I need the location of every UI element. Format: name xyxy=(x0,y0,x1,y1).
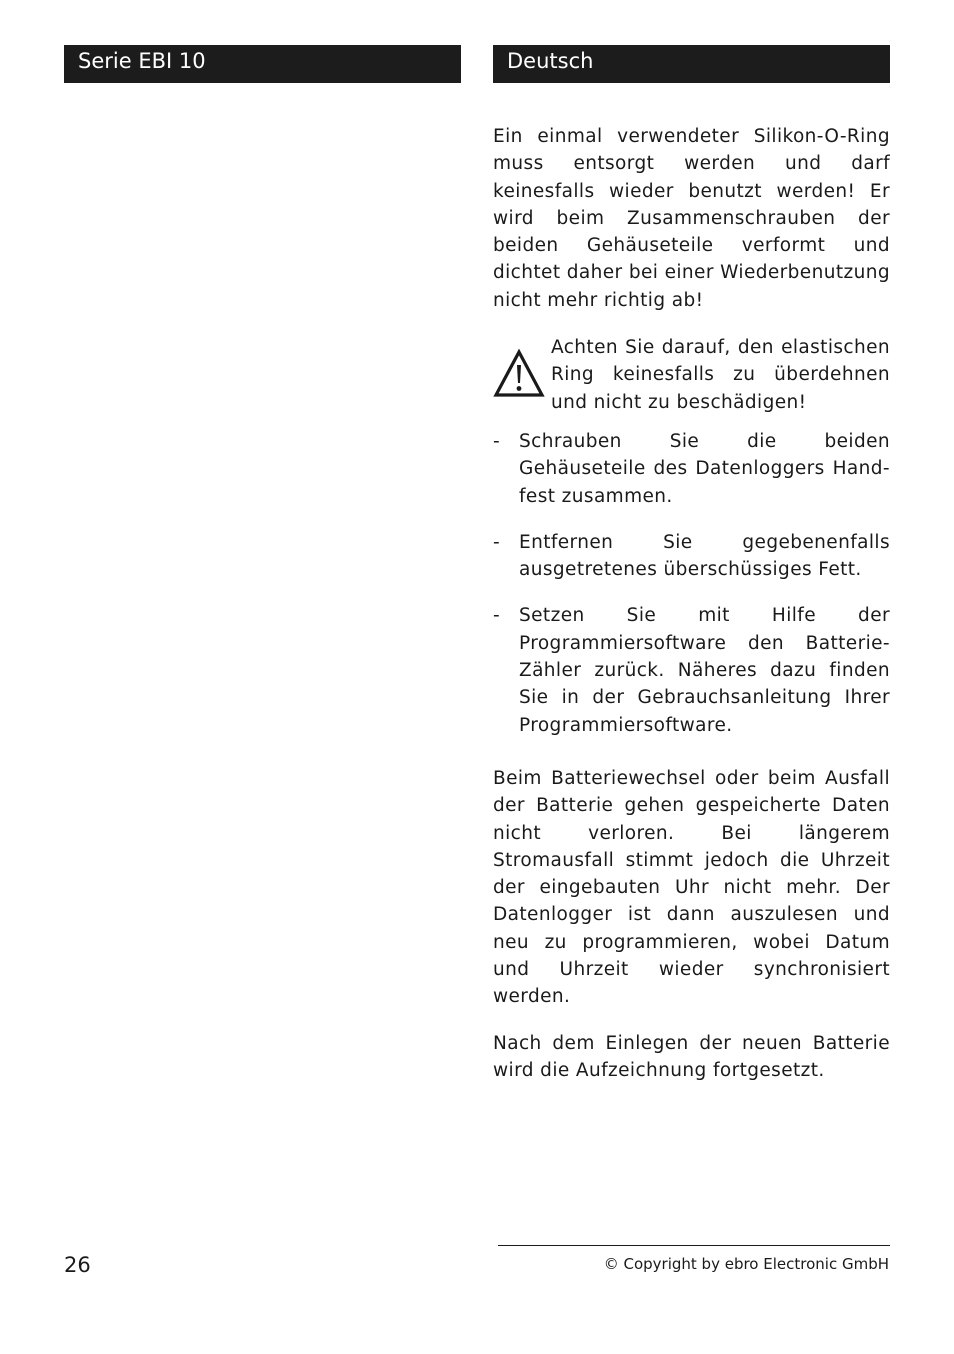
list-item xyxy=(493,602,890,738)
list-dash: - xyxy=(493,605,501,627)
list-dash: - xyxy=(493,531,501,553)
warning-text: Achten Sie darauf, den elastischen Ring keinesfalls zu überdehnen und nicht zu beschädigen! xyxy=(551,337,890,413)
battery-paragraph: Beim Batteriewechsel oder beim Ausfall der Batterie gehen gespeicherte Daten nicht verloren. Bei längerem Stromausfall stimmt jedoch die Uhrzeit der eingebauten Uhr nicht mehr. Der Datenlogger ist dann auszulesen und neu zu programmieren, wobei Datum und Uhrzeit wieder synchronisiert werden. xyxy=(493,767,890,1008)
header-language xyxy=(493,45,890,83)
list-item xyxy=(493,529,890,584)
main-column xyxy=(493,123,890,1084)
list-item-text: Entfernen Sie gegebenenfalls ausgetretenes überschüssiges Fett. xyxy=(519,531,890,581)
o-ring-paragraph: Ein einmal verwendeter Silikon-O-Ring muss entsorgt werden und darf keinesfalls wieder benutzt werden! Er wird beim Zusammenschrauben der beiden Gehäuseteile verformt und dichtet daher bei einer Wiederbenutzung nicht mehr richtig ab! xyxy=(493,126,890,311)
warning-triangle-icon xyxy=(493,348,545,400)
list-dash: - xyxy=(493,430,501,452)
series-title: Serie EBI 10 xyxy=(78,49,206,73)
copyright-notice: © Copyright by ebro Electronic GmbH xyxy=(603,1255,889,1273)
warning-note xyxy=(493,334,890,416)
instruction-list xyxy=(493,428,890,739)
list-item-text: Schrauben Sie die beiden Gehäuseteile des Datenloggers Hand-fest zusammen. xyxy=(519,430,890,507)
language-title: Deutsch xyxy=(507,49,594,73)
header-series-title xyxy=(64,45,461,83)
page-number: 26 xyxy=(64,1253,91,1277)
footer-divider xyxy=(498,1245,890,1246)
final-paragraph: Nach dem Einlegen der neuen Batterie wird die Aufzeichnung fortgesetzt. xyxy=(493,1032,890,1081)
list-item-text: Setzen Sie mit Hilfe der Programmiersoftware den Batterie-Zähler zurück. Näheres dazu finden Sie in der Gebrauchsanleitung Ihrer Programmiersoftware. xyxy=(519,605,890,736)
list-item xyxy=(493,428,890,510)
